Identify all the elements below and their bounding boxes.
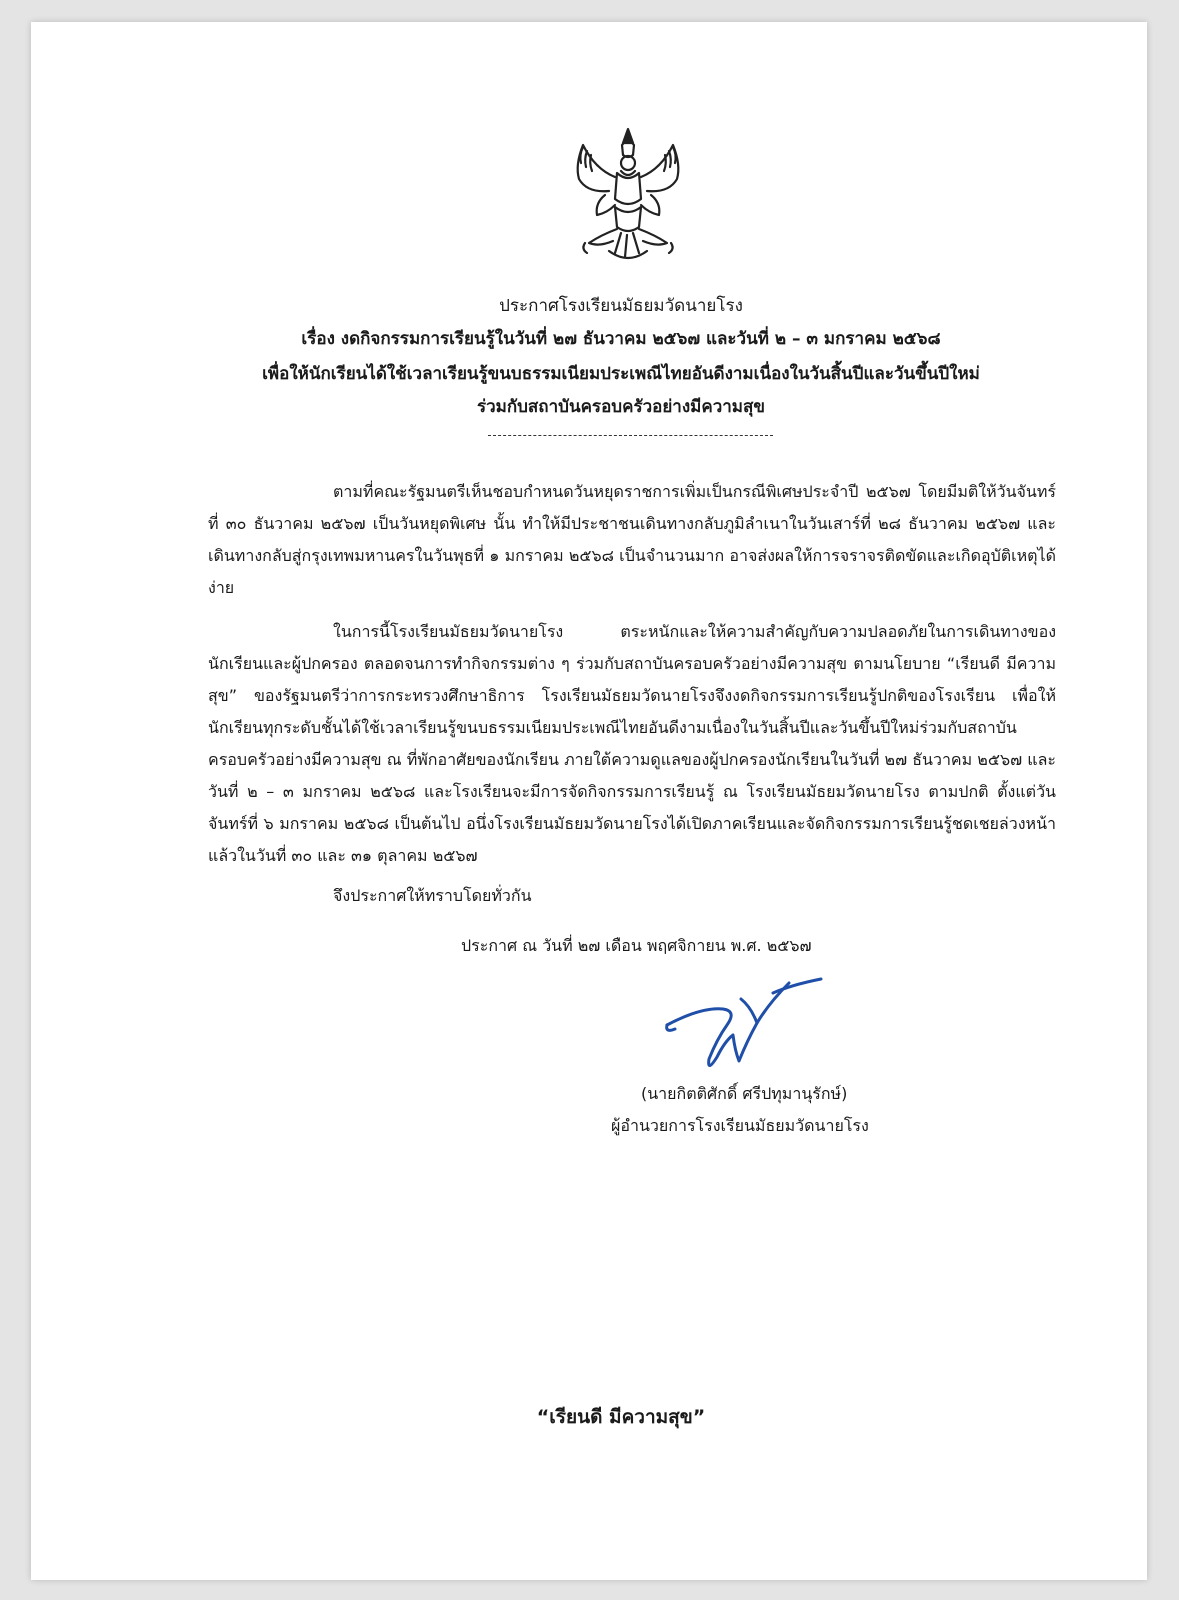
school-slogan: “เรียนดี มีความสุข” xyxy=(536,1406,706,1428)
announcement-subject-line3: ร่วมกับสถาบันครอบครัวอย่างมีความสุข xyxy=(476,397,766,417)
body-paragraph-1: ตามที่คณะรัฐมนตรีเห็นชอบกำหนดวันหยุดราชการเพิ่มเป็นกรณีพิเศษประจำปี ๒๕๖๗ โดยมีมติให้วันจันทร์ที่ ๓๐ ธันวาคม ๒๕๖๗ เป็นวันหยุดพิเศษ นั้น ทำให้มีประชาชนเดินทางกลับภูมิลำเนาในวันเสาร์ที่ ๒๘ ธันวาคม ๒๕๖๗ และเดินทางกลับสู่กรุงเทพมหานครในวันพุธที่ ๑ มกราคม ๒๕๖๘ เป็นจำนวนมาก อาจส่งผลให้การจราจรติดขัดและเกิดอุบัติเหตุได้ง่าย xyxy=(208,482,1056,597)
announcement-title: ประกาศโรงเรียนมัธยมวัดนายโรง xyxy=(499,296,743,316)
announcement-subject-line2: เพื่อให้นักเรียนได้ใช้เวลาเรียนรู้ขนบธรรมเนียมประเพณีไทยอันดีงามเนื่องในวันสิ้นปีและวันขึ้นปีใหม่ xyxy=(262,364,980,384)
signer-position: ผู้อำนวยการโรงเรียนมัธยมวัดนายโรง xyxy=(611,1116,869,1135)
header-divider xyxy=(488,435,773,436)
garuda-emblem-icon xyxy=(565,125,691,271)
announcement-subject: เรื่อง งดกิจกรรมการเรียนรู้ในวันที่ ๒๗ ธันวาคม ๒๕๖๗ และวันที่ ๒ – ๓ มกราคม ๒๕๖๘ xyxy=(301,329,941,349)
announcement-date: ประกาศ ณ วันที่ ๒๗ เดือน พฤศจิกายน พ.ศ. ๒๕๖๗ xyxy=(461,936,812,955)
signature-mark xyxy=(661,977,836,1077)
closing-statement: จึงประกาศให้ทราบโดยทั่วกัน xyxy=(333,886,532,905)
document-page xyxy=(31,22,1147,1580)
signer-name: (นายกิตติศักดิ์ ศรีปทุมานุรักษ์) xyxy=(641,1084,848,1103)
body-paragraph-2: ในการนี้โรงเรียนมัธยมวัดนายโรง ตระหนักและให้ความสำคัญกับความปลอดภัยในการเดินทางของนักเรียนและผู้ปกครอง ตลอดจนการทำกิจกรรมต่าง ๆ ร่วมกับสถาบันครอบครัวอย่างมีความสุข ตามนโยบาย “เรียนดี มีความสุข” ของรัฐมนตรีว่าการกระทรวงศึกษาธิการ โรงเรียนมัธยมวัดนายโรงจึงงดกิจกรรมการเรียนรู้ปกติของโรงเรียน เพื่อให้นักเรียนทุกระดับชั้นได้ใช้เวลาเรียนรู้ขนบธรรมเนียมประเพณีไทยอันดีงามเนื่องในวันสิ้นปีและวันขึ้นปีใหม่ร่วมกับสถาบันครอบครัวอย่างมีความสุข ณ ที่พักอาศัยของนักเรียน ภายใต้ความดูแลของผู้ปกครองนักเรียนในวันที่ ๒๗ ธันวาคม ๒๕๖๗ และวันที่ ๒ – ๓ มกราคม ๒๕๖๘ และโรงเรียนจะมีการจัดกิจกรรมการเรียนรู้ ณ โรงเรียนมัธยมวัดนายโรง ตามปกติ ตั้งแต่วันจันทร์ที่ ๖ มกราคม ๒๕๖๘ เป็นต้นไป อนึ่งโรงเรียนมัธยมวัดนายโรงได้เปิดภาคเรียนและจัดกิจกรรมการเรียนรู้ชดเชยล่วงหน้าแล้วในวันที่ ๓๐ และ ๓๑ ตุลาคม ๒๕๖๗ xyxy=(208,622,1056,865)
